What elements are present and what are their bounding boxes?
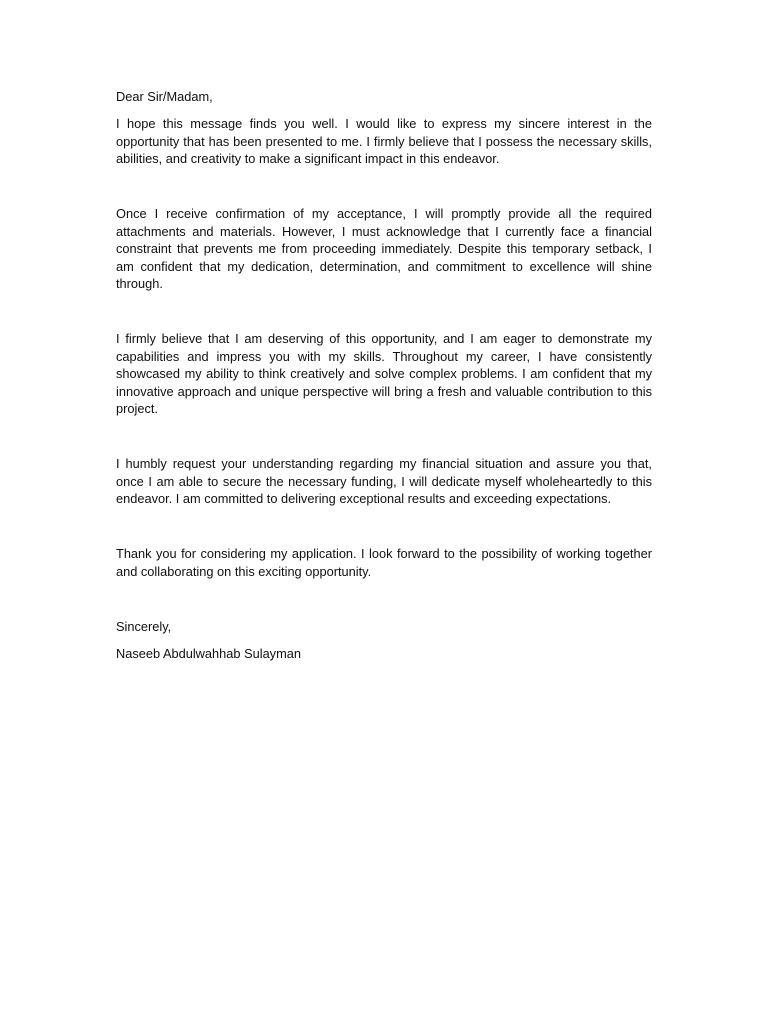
signature-name: Naseeb Abdulwahhab Sulayman [116, 646, 301, 661]
paragraph-financial-constraint: Once I receive confirmation of my acceptance, I will promptly provide all the required attachments and materials. However, I must acknowledge that I currently face a financial constraint that prevents me from proceeding immediately. Despite this temporary setback, I am confident that my dedication, determination, and commitment to excellence will shine through. [116, 206, 652, 291]
closing: Sincerely, [116, 619, 172, 634]
paragraph-thanks: Thank you for considering my application. I look forward to the possibility of working together and collaborating on this exciting opportunity. [116, 546, 652, 579]
paragraph-introduction: I hope this message finds you well. I would like to express my sincere interest in the opportunity that has been presented to me. I firmly believe that I possess the necessary skills, abilities, and creativity to make a significant impact in this endeavor. [116, 116, 652, 166]
paragraph-qualifications: I firmly believe that I am deserving of this opportunity, and I am eager to demonstrate my capabilities and impress you with my skills. Throughout my career, I have consistently showcased my ability to think creatively and solve complex problems. I am confident that my innovative approach and unique perspective will bring a fresh and valuable contribution to this project. [116, 331, 652, 416]
salutation: Dear Sir/Madam, [116, 89, 213, 104]
paragraph-request: I humbly request your understanding regarding my financial situation and assure you that, once I am able to secure the necessary funding, I will dedicate myself wholeheartedly to this endeavor. I am committed to delivering exceptional results and exceeding expectations. [116, 456, 652, 506]
